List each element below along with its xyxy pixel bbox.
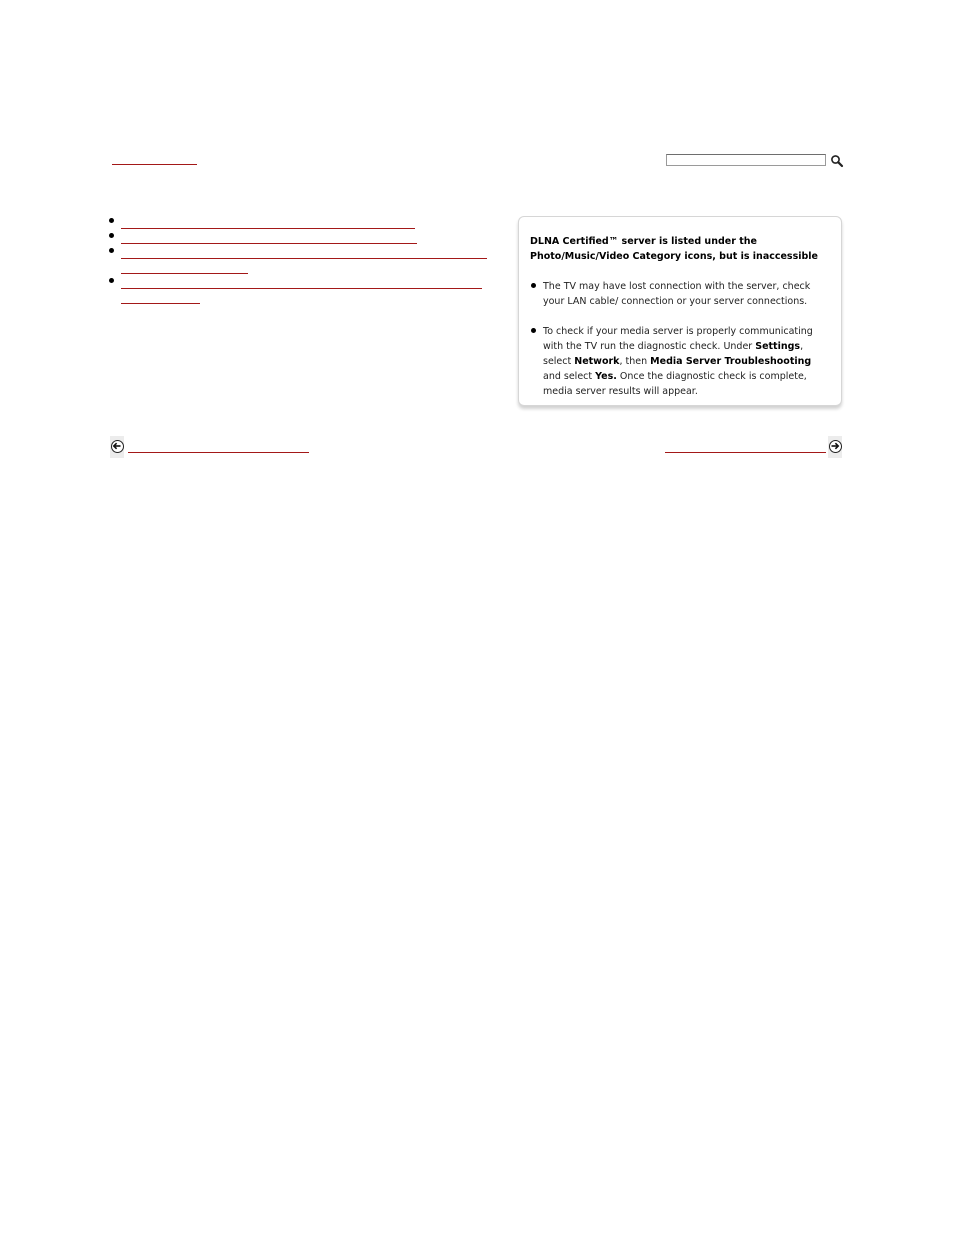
list-item (106, 274, 496, 304)
home-link[interactable] (112, 152, 197, 165)
yes-term: Yes. (595, 371, 617, 382)
panel-title: DLNA Certified™ server is listed under the Photo/Music/Video Category icons, but is inaccessible (530, 236, 818, 262)
bullet (109, 278, 114, 283)
list-item (106, 244, 496, 274)
help-panel (518, 216, 842, 406)
topic-link[interactable] (121, 229, 417, 244)
prev-link[interactable] (128, 440, 309, 453)
next-button[interactable] (829, 440, 842, 453)
tip-list (530, 279, 831, 399)
list-item (106, 229, 496, 244)
prev-button[interactable] (111, 440, 124, 453)
bullet (531, 283, 536, 288)
topic-link[interactable] (121, 214, 415, 229)
list-item (530, 324, 831, 399)
arrow-left-circle-icon (112, 441, 122, 451)
bullet (531, 328, 536, 333)
bullet (109, 233, 114, 238)
search-icon (830, 154, 844, 168)
list-item (530, 279, 831, 309)
topic-link[interactable] (121, 244, 487, 274)
list-item (106, 214, 496, 229)
next-link[interactable] (665, 440, 826, 453)
search-button[interactable] (830, 153, 844, 167)
settings-term: Settings (755, 341, 801, 352)
topic-link[interactable] (121, 274, 482, 304)
tip-text: To check if your media server is properly communicating with the TV run the diagnostic check. Under Settings, select Network, then Media Server Troubleshooting and select Yes. Once the diagnostic check is complete, media server results will appear. (543, 326, 813, 397)
bullet (109, 248, 114, 253)
media-server-term: Media Server Troubleshooting (650, 356, 812, 367)
network-term: Network (574, 356, 620, 367)
arrow-right-circle-icon (830, 441, 840, 451)
search-input[interactable] (666, 154, 826, 166)
tip-text: The TV may have lost connection with the server, check your LAN cable/ connection or your server connections. (543, 281, 811, 307)
bullet (109, 218, 114, 223)
topic-list (106, 214, 496, 304)
